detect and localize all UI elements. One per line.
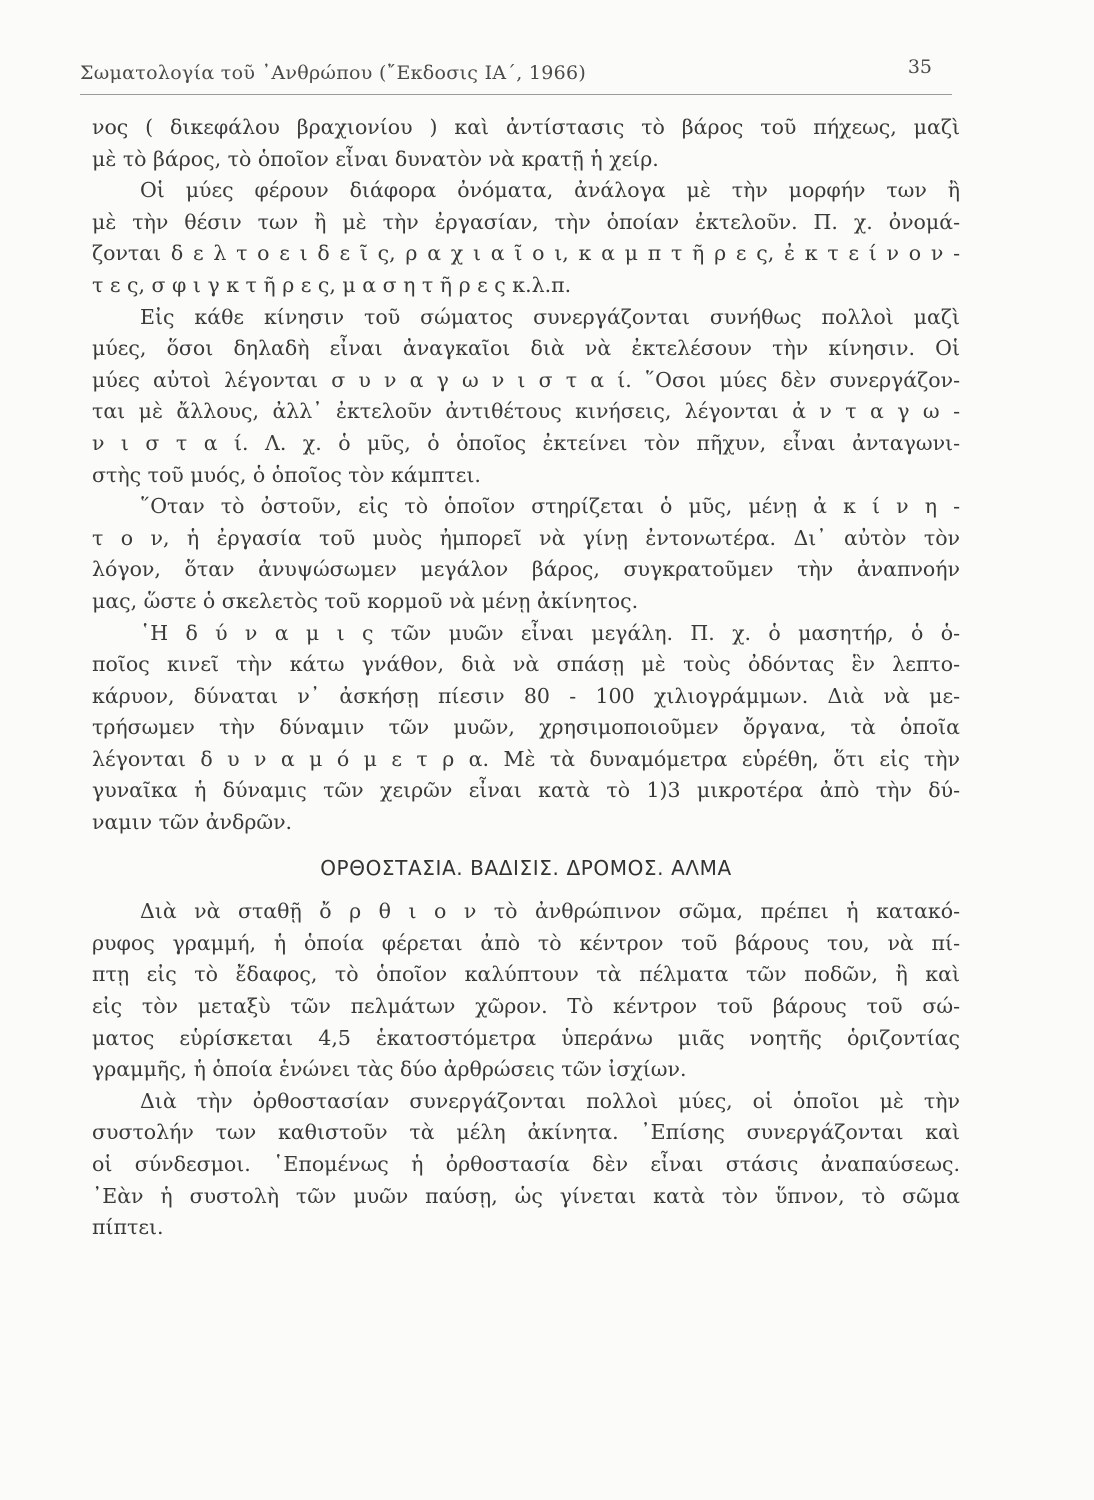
text-line: πτῃ εἰς τὸ ἔδαφος, τὸ ὁποῖον καλύπτουν τὰ πέλματα τῶν ποδῶν, ἢ καὶ <box>92 962 960 987</box>
text-line: στὴς τοῦ μυός, ὁ ὁποῖος τὸν κάμπτει. <box>92 462 481 487</box>
paragraph <box>92 618 960 839</box>
text-line: τ ε ς, σ φ ι γ κ τ ῆ ρ ε ς, μ α σ η τ ῆ ρ ε ς κ.λ.π. <box>92 272 572 297</box>
text-line: γραμμῆς, ἡ ὁποία ἑνώνει τὰς δύο ἀρθρώσεις τῶν ἰσχίων. <box>92 1057 687 1082</box>
text-line: κάρυον, δύναται ν᾿ ἀσκήσῃ πίεσιν 80 - 100 χιλιογράμμων. Διὰ νὰ με- <box>92 683 960 708</box>
text-line: ναμιν τῶν ἀνδρῶν. <box>92 810 293 835</box>
text-line: μας, ὥστε ὁ σκελετὸς τοῦ κορμοῦ νὰ μένῃ ἀκίνητος. <box>92 588 639 613</box>
text-line: ποῖος κινεῖ τὴν κάτω γνάθον, διὰ νὰ σπάσῃ μὲ τοὺς ὀδόντας ἓν λεπτο- <box>92 652 960 677</box>
text-line: Εἰς κάθε κίνησιν τοῦ σώματος συνεργάζονται συνήθως πολλοὶ μαζὶ <box>140 304 960 329</box>
text-line: μὲ τὸ βάρος, τὸ ὁποῖον εἶναι δυνατὸν νὰ κρατῇ ἡ χείρ. <box>92 146 659 171</box>
page-number: 35 <box>907 56 932 78</box>
text-line: τρήσωμεν τὴν δύναμιν τῶν μυῶν, χρησιμοποιοῦμεν ὄργανα, τὰ ὁποῖα <box>92 715 960 740</box>
text-line: Διὰ νὰ σταθῇ ὄ ρ θ ι ο ν τὸ ἀνθρώπινον σῶμα, πρέπει ἡ κατακό- <box>140 899 960 924</box>
text-line: εἰς τὸν μεταξὺ τῶν πελμάτων χῶρον. Τὸ κέντρον τοῦ βάρους τοῦ σώ- <box>92 994 960 1019</box>
text-line: συστολήν των καθιστοῦν τὰ μέλη ἀκίνητα. ᾿Επίσης συνεργάζονται καὶ <box>92 1120 960 1145</box>
text-line: νος ( δικεφάλου βραχιονίου ) καὶ ἀντίστασις τὸ βάρος τοῦ πήχεως, μαζὶ <box>92 115 960 139</box>
text-line: οἱ σύνδεσμοι. ῾Επομένως ἡ ὀρθοστασία δὲν εἶναι στάσις ἀναπαύσεως. <box>92 1152 960 1176</box>
text-line: ῞Οταν τὸ ὀστοῦν, εἰς τὸ ὁποῖον στηρίζεται ὁ μῦς, μένῃ ἀ κ ί ν η - <box>140 494 960 519</box>
text-line: ῾Η δ ύ ν α μ ι ς τῶν μυῶν εἶναι μεγάλη. Π. χ. ὁ μασητήρ, ὁ ὁ- <box>140 620 960 645</box>
running-title: Σωματολογία τοῦ ᾿Ανθρώπου (῎Εκδοσις ΙΑ΄, 1966) <box>80 62 587 84</box>
page-body <box>92 112 960 1244</box>
paragraph <box>92 896 960 1086</box>
paragraph <box>92 112 960 175</box>
paragraph <box>92 1086 960 1244</box>
section-heading: ΟΡΘΟΣΤΑΣΙΑ. ΒΑΔΙΣΙΣ. ΔΡΟΜΟΣ. ΑΛΜΑ <box>320 855 732 880</box>
paragraph <box>92 491 960 617</box>
running-header <box>80 52 952 95</box>
text-line: ν ι σ τ α ί. Λ. χ. ὁ μῦς, ὁ ὁποῖος ἐκτείνει τὸν πῆχυν, εἶναι ἀνταγωνι- <box>92 430 960 455</box>
text-line: Διὰ τὴν ὀρθοστασίαν συνεργάζονται πολλοὶ μύες, οἱ ὁποῖοι μὲ τὴν <box>140 1088 960 1113</box>
paragraph <box>92 175 960 301</box>
text-line: Οἱ μύες φέρουν διάφορα ὀνόματα, ἀνάλογα μὲ τὴν μορφήν των ἢ <box>140 178 960 203</box>
text-line: ζονται δ ε λ τ ο ε ι δ ε ῖ ς, ρ α χ ι α ῖ ο ι, κ α μ π τ ῆ ρ ε ς, ἐ κ τ ε ί ν ο ν - <box>92 241 960 266</box>
text-line: μὲ τὴν θέσιν των ἢ μὲ τὴν ἐργασίαν, τὴν ὁποίαν ἐκτελοῦν. Π. χ. ὀνομά- <box>92 209 960 234</box>
text-line: λέγονται δ υ ν α μ ό μ ε τ ρ α. Μὲ τὰ δυναμόμετρα εὑρέθη, ὅτι εἰς τὴν <box>92 746 960 771</box>
text-line: πίπτει. <box>92 1215 164 1240</box>
paragraph <box>92 302 960 492</box>
text-line: γυναῖκα ἡ δύναμις τῶν χειρῶν εἶναι κατὰ τὸ 1)3 μικροτέρα ἀπὸ τὴν δύ- <box>92 778 960 803</box>
text-line: λόγον, ὅταν ἀνυψώσωμεν μεγάλον βάρος, συγκρατοῦμεν τὴν ἀναπνοήν <box>92 557 960 582</box>
text-line: ρυφος γραμμή, ἡ ὁποία φέρεται ἀπὸ τὸ κέντρον τοῦ βάρους του, νὰ πί- <box>92 930 960 955</box>
text-line: ᾿Εὰν ἡ συστολὴ τῶν μυῶν παύσῃ, ὡς γίνεται κατὰ τὸν ὕπνον, τὸ σῶμα <box>92 1183 960 1208</box>
text-line: τ ο ν, ἡ ἐργασία τοῦ μυὸς ἠμπορεῖ νὰ γίνῃ ἐντονωτέρα. Δι᾿ αὐτὸν τὸν <box>92 525 960 550</box>
text-line: ται μὲ ἄλλους, ἀλλ᾿ ἐκτελοῦν ἀντιθέτους κινήσεις, λέγονται ἀ ν τ α γ ω - <box>92 399 960 424</box>
text-line: μύες, ὅσοι δηλαδὴ εἶναι ἀναγκαῖοι διὰ νὰ ἐκτελέσουν τὴν κίνησιν. Οἱ <box>92 336 960 361</box>
text-line: ματος εὑρίσκεται 4,5 ἑκατοστόμετρα ὑπεράνω μιᾶς νοητῆς ὁριζοντίας <box>92 1025 960 1050</box>
text-line: μύες αὐτοὶ λέγονται σ υ ν α γ ω ν ι σ τ α ί. ῞Οσοι μύες δὲν συνεργάζον- <box>92 367 960 392</box>
